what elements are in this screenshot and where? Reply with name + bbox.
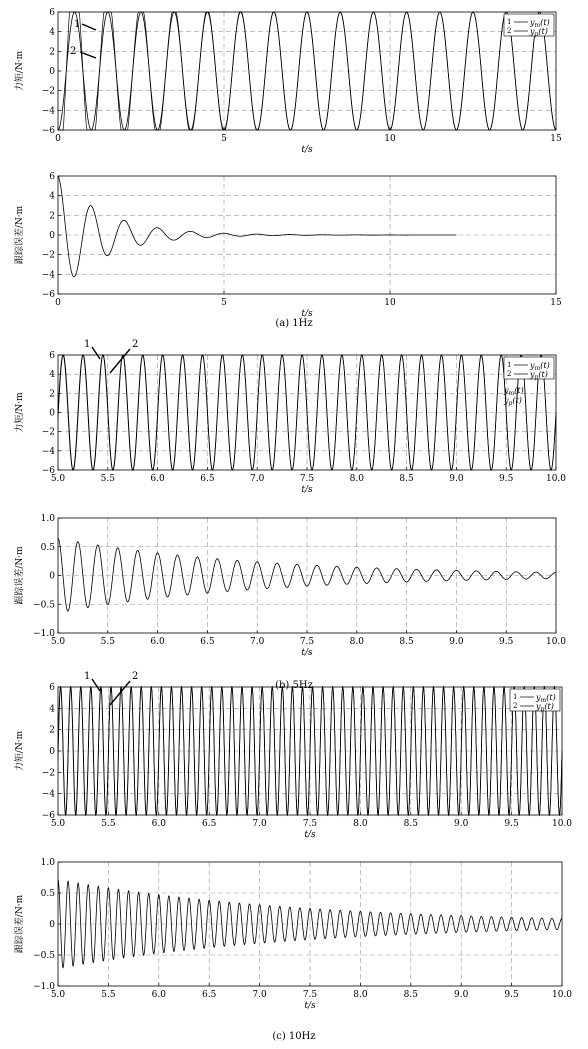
y-tick-label: −4 <box>41 106 55 117</box>
x-tick-label: 5 <box>221 134 227 144</box>
y-tick-label: 4 <box>49 191 55 202</box>
x-tick-label: 8.5 <box>403 819 418 829</box>
x-tick-label: 8.5 <box>399 637 414 647</box>
y-tick-label: −1.0 <box>33 982 55 992</box>
chart-panel-b-bottom <box>13 514 566 658</box>
x-axis-label: t/s <box>301 309 313 319</box>
y-tick-label: 6 <box>49 683 55 693</box>
x-tick-label: 0 <box>55 298 61 308</box>
legend-label: $y_m(t)$ <box>530 18 550 29</box>
x-tick-label: 10.0 <box>551 819 573 829</box>
y-tick-label: 2 <box>49 211 55 222</box>
legend-number: 2 <box>513 702 518 710</box>
caption-c: (c) 10Hz <box>272 1031 316 1042</box>
y-tick-label: −1.0 <box>33 629 55 639</box>
caption-b: (b) 5Hz <box>275 680 313 691</box>
y-tick-label: 0 <box>49 67 55 77</box>
y-tick-label: −6 <box>41 811 55 821</box>
x-tick-label: 9.0 <box>449 637 464 647</box>
y-tick-label: −2 <box>41 427 55 438</box>
y-tick-label: 1.0 <box>40 858 55 868</box>
x-tick-label: 5 <box>221 298 227 308</box>
x-tick-label: 7.5 <box>299 474 315 484</box>
legend-label: $y_m(t)$ <box>530 361 550 372</box>
chart-panel-a-bottom <box>13 172 562 319</box>
legend-number: 1 <box>507 361 512 369</box>
y-tick-label: 2 <box>49 725 55 736</box>
y-tick-label: 6 <box>49 172 55 182</box>
legend-number: 1 <box>507 18 512 26</box>
y-tick-label: −6 <box>41 290 55 300</box>
x-axis-label: t/s <box>301 145 313 155</box>
callout-arrow <box>92 347 100 359</box>
chart-panel-b-top <box>13 339 566 495</box>
x-axis-label: t/s <box>304 1001 316 1011</box>
y-tick-label: −2 <box>41 86 55 97</box>
x-tick-label: 8.0 <box>353 819 368 829</box>
x-tick-label: 10 <box>384 134 396 144</box>
x-tick-label: 5.5 <box>100 474 115 484</box>
y-tick-label: −6 <box>41 126 55 136</box>
callout-label: 2 <box>132 671 139 682</box>
callout-label: 1 <box>84 671 91 682</box>
y-axis-label: 跟踪误差/N·m <box>15 894 25 954</box>
y-tick-label: 0.5 <box>40 889 55 899</box>
x-tick-label: 6.5 <box>202 990 217 1000</box>
callout-arrow <box>82 24 96 30</box>
y-tick-label: −4 <box>41 270 55 281</box>
callout-label: 1 <box>74 19 81 30</box>
y-tick-label: −2 <box>41 250 55 261</box>
y-tick-label: −4 <box>41 446 55 457</box>
x-tick-label: 8.0 <box>353 990 368 1000</box>
x-tick-label: 6.5 <box>200 637 215 647</box>
y-tick-label: 4 <box>49 704 55 715</box>
y-tick-label: 4 <box>49 370 55 381</box>
x-tick-label: 5.0 <box>50 819 66 829</box>
y-axis-label: 力矩/N·m <box>15 50 25 92</box>
x-tick-label: 10.0 <box>545 637 567 647</box>
y-tick-label: 2 <box>49 47 55 58</box>
caption-a: (a) 1Hz <box>275 318 313 329</box>
x-tick-label: 7.0 <box>250 637 265 647</box>
y-axis-label: 跟踪误差/N·m <box>15 546 25 605</box>
x-tick-label: 8.5 <box>403 990 418 1000</box>
extra-label: $y_p(t)$ <box>504 396 522 407</box>
legend-number: 2 <box>507 370 512 378</box>
legend-label: $y_m(t)$ <box>536 693 556 704</box>
x-tick-label: 15 <box>550 298 562 308</box>
x-tick-label: 0 <box>55 134 61 144</box>
x-tick-label: 7.5 <box>302 990 318 1000</box>
y-tick-label: −0.5 <box>33 951 55 961</box>
legend-label: $y_p(t)$ <box>530 370 548 381</box>
x-axis-label: t/s <box>301 485 313 495</box>
y-tick-label: 0 <box>49 231 55 241</box>
x-tick-label: 5.5 <box>101 990 116 1000</box>
callout-label: 2 <box>70 46 77 57</box>
chart-panel-c-top <box>13 671 572 840</box>
x-tick-label: 9.0 <box>454 819 469 829</box>
series-line-error <box>58 176 456 277</box>
legend-number: 1 <box>513 693 518 701</box>
x-tick-label: 10.0 <box>551 990 573 1000</box>
y-tick-label: −2 <box>41 768 55 779</box>
x-tick-label: 6.0 <box>150 474 165 484</box>
x-tick-label: 5.5 <box>100 637 115 647</box>
x-tick-label: 8.0 <box>349 637 364 647</box>
legend-label: $y_p(t)$ <box>530 27 548 38</box>
x-tick-label: 5.0 <box>50 474 66 484</box>
x-tick-label: 7.5 <box>299 637 315 647</box>
y-tick-label: 0 <box>49 920 55 930</box>
x-tick-label: 9.5 <box>504 990 519 1000</box>
y-tick-label: 0 <box>49 747 55 757</box>
callout-label: 2 <box>132 339 139 350</box>
x-tick-label: 6.0 <box>151 990 166 1000</box>
x-tick-label: 7.0 <box>250 474 265 484</box>
x-tick-label: 5.0 <box>50 637 66 647</box>
y-tick-label: 2 <box>49 389 55 400</box>
y-tick-label: 0.5 <box>40 542 55 553</box>
y-tick-label: 6 <box>49 8 55 18</box>
x-tick-label: 9.5 <box>499 637 514 647</box>
x-tick-label: 5.5 <box>101 819 116 829</box>
y-axis-label: 力矩/N·m <box>15 730 25 772</box>
legend <box>504 357 554 381</box>
x-tick-label: 9.5 <box>504 819 519 829</box>
y-tick-label: −0.5 <box>33 600 55 611</box>
y-tick-label: 1.0 <box>40 514 55 524</box>
x-tick-label: 15 <box>550 134 562 144</box>
x-tick-label: 8.0 <box>349 474 364 484</box>
x-axis-label: t/s <box>301 648 313 658</box>
callout-label: 1 <box>84 339 91 350</box>
y-tick-label: 0 <box>49 408 55 419</box>
legend-label: $y_p(t)$ <box>536 702 554 713</box>
y-tick-label: −6 <box>41 466 55 476</box>
legend-number: 2 <box>507 27 512 35</box>
chart-panel-a-top <box>13 8 562 155</box>
y-axis-label: 跟踪误差/N·m <box>15 205 25 265</box>
x-tick-label: 9.5 <box>499 474 514 484</box>
x-tick-label: 7.0 <box>252 819 267 829</box>
y-tick-label: 6 <box>49 351 55 361</box>
x-tick-label: 10 <box>384 298 396 308</box>
legend <box>504 14 554 38</box>
x-tick-label: 6.5 <box>202 819 217 829</box>
x-tick-label: 7.0 <box>252 990 267 1000</box>
extra-label: $y_m(t)$ <box>504 386 524 397</box>
x-tick-label: 6.0 <box>150 637 165 647</box>
x-tick-label: 5.0 <box>50 990 66 1000</box>
x-tick-label: 9.0 <box>449 474 464 484</box>
chart-panel-c-bottom <box>13 858 572 1011</box>
x-tick-label: 6.5 <box>200 474 215 484</box>
y-axis-label: 力矩/N·m <box>15 392 25 433</box>
callout-arrow <box>110 349 130 373</box>
x-tick-label: 8.5 <box>399 474 414 484</box>
y-tick-label: −4 <box>41 789 55 800</box>
x-tick-label: 6.0 <box>151 819 166 829</box>
x-tick-label: 10.0 <box>545 474 567 484</box>
legend <box>510 689 560 713</box>
y-tick-label: 4 <box>49 27 55 38</box>
x-axis-label: t/s <box>304 830 316 840</box>
x-tick-label: 7.5 <box>302 819 318 829</box>
y-tick-label: 0 <box>49 571 55 582</box>
x-tick-label: 9.0 <box>454 990 469 1000</box>
